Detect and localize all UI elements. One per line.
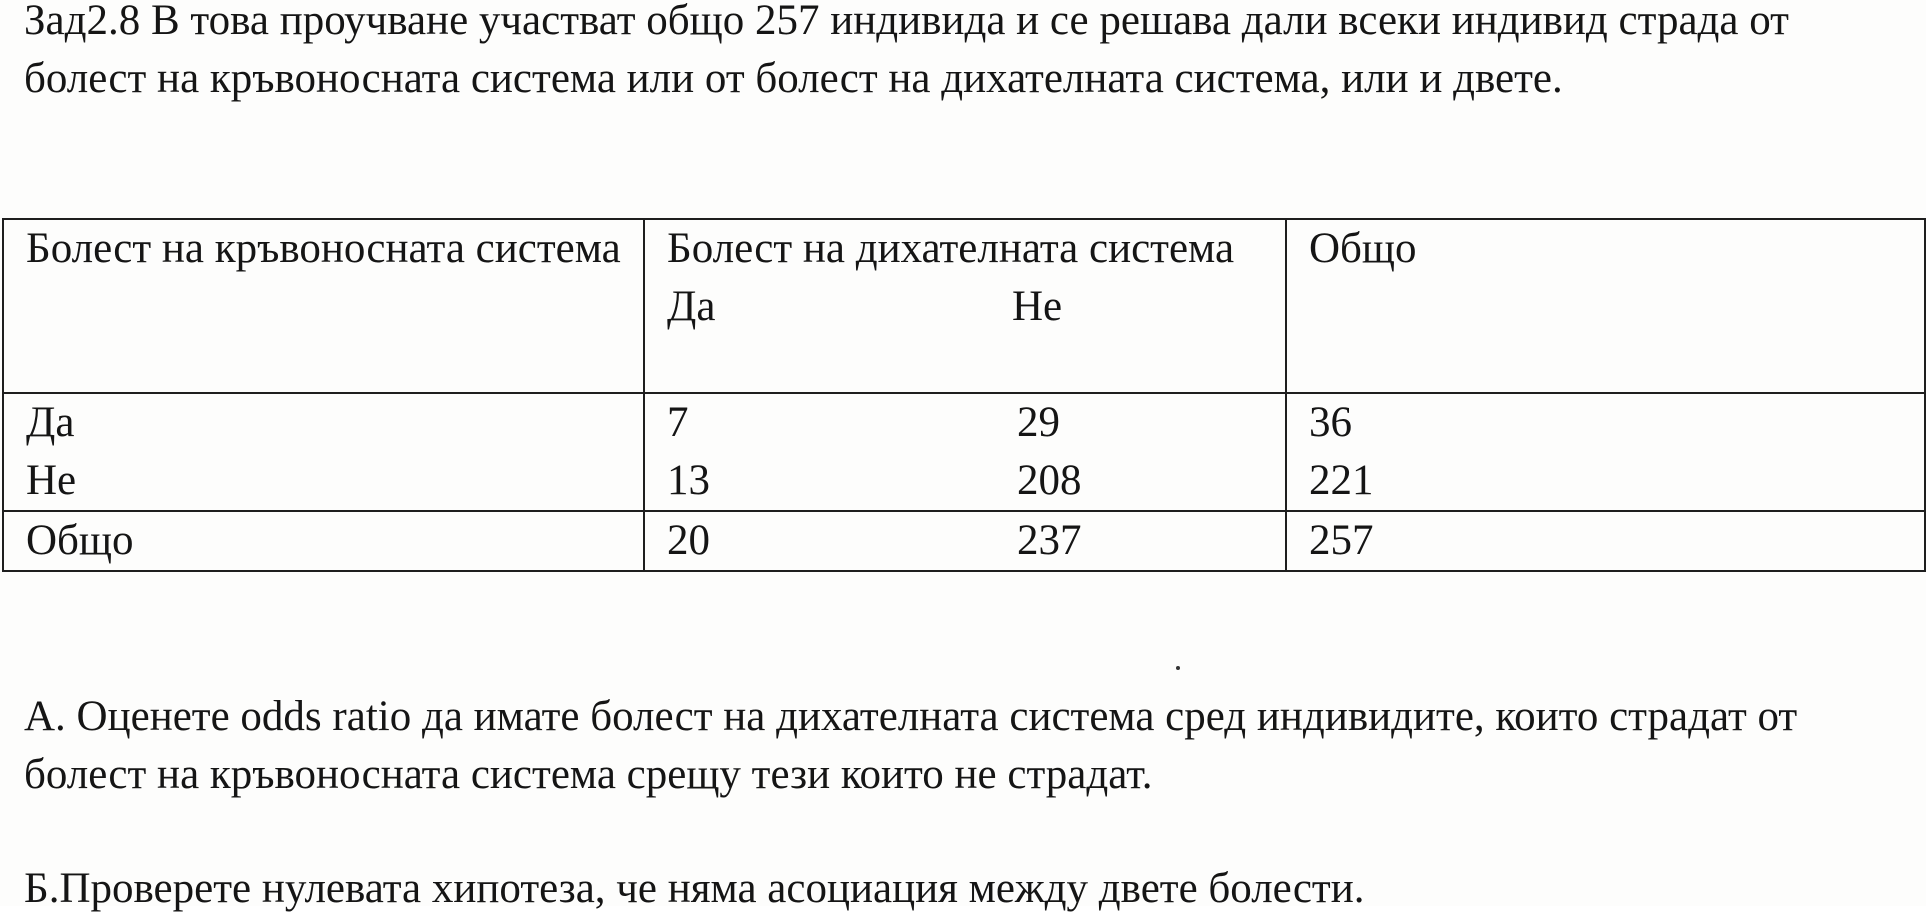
header-respiratory-label: Болест на дихателната система [667, 225, 1235, 272]
table-row [3, 393, 1925, 511]
header-total: Общо [1286, 219, 1925, 393]
subheader-yes: Да [667, 283, 716, 330]
header-respiratory-subcolumns [667, 278, 1285, 336]
row-labels-cell [3, 393, 644, 511]
respiratory-values-cell [644, 393, 1286, 511]
total-resp-no: 237 [1017, 517, 1082, 564]
table-header-row [3, 219, 1925, 393]
cell-yes-no: 29 [1017, 399, 1060, 446]
problem-statement: Зад2.8 В това проучване участват общо 257 индивида и се решава дали всеки индивид страда от болест на кръвоносната система или от болест на дихателната система, или и двете. [24, 0, 1789, 102]
header-circulatory: Болест на кръвоносната система [3, 219, 644, 393]
row-label-yes: Да [26, 399, 75, 446]
question-a: А. Оценете odds ratio да имате болест на дихателната система сред индивидите, които страдат от болест на кръвоносната система срещу тези които не страдат. [24, 693, 1798, 798]
cell-no-no: 208 [1017, 457, 1082, 504]
cell-no-yes: 13 [667, 457, 710, 504]
row-total-yes: 36 [1309, 399, 1352, 446]
row-label-no: Не [26, 457, 77, 504]
totals-label: Общо [3, 511, 644, 571]
totals-respiratory [644, 511, 1286, 571]
scan-speck [1176, 666, 1180, 670]
total-resp-yes: 20 [667, 517, 710, 564]
subheader-no: Не [1012, 283, 1063, 330]
row-no-values [667, 452, 1285, 510]
table-totals-row [3, 511, 1925, 571]
cell-yes-yes: 7 [667, 399, 689, 446]
header-respiratory [644, 219, 1286, 393]
grand-total: 257 [1286, 511, 1925, 571]
row-yes-values [667, 394, 1285, 452]
row-total-no: 221 [1309, 457, 1374, 504]
question-b: Б.Проверете нулевата хипотеза, че няма асоциация между двете болести. [24, 865, 1365, 912]
contingency-table [2, 218, 1926, 572]
row-totals-cell [1286, 393, 1925, 511]
